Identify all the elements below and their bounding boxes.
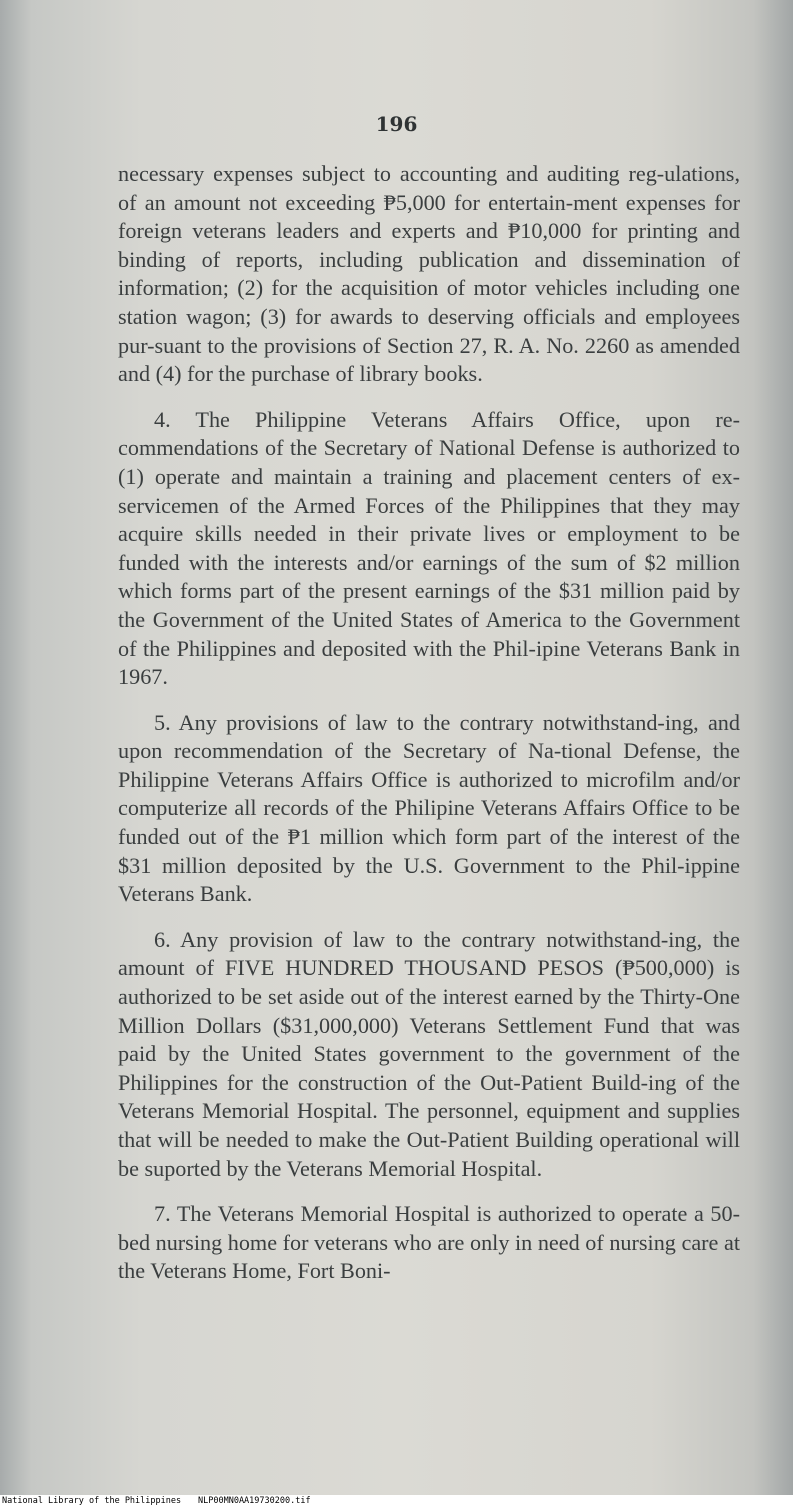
body-text: [118, 160, 740, 1303]
paragraph-continuation: necessary expenses subject to accounting and auditing reg-ulations, of an amount not exceeding ₱5,000 for entertain-ment expenses for foreign veterans leaders and experts and ₱10,000 for printing and binding of reports, including publication and dissemination of information; (2) for the acquisition of motor vehicles including one station wagon; (3) for awards to deserving officials and employees pur-suant to the provisions of Section 27, R. A. No. 2260 as amended and (4) for the purchase of library books.: [118, 161, 740, 387]
page-number: 196: [375, 112, 418, 136]
footer-file-name: NLP00MN0AA19730200.tif: [198, 1496, 311, 1506]
paragraph-item-4: 4. The Philippine Veterans Affairs Office, upon re-commendations of the Secretary of National Defense is authorized to (1) operate and maintain a training and placement centers of ex-servicemen of the Armed Forces of the Philippines that they may acquire skills needed in their private lives or employment to be funded with the interests and/or earnings of the sum of $2 million which forms part of the present earnings of the $31 million paid by the Government of the United States of America to the Government of the Philippines and deposited with the Phil-ipine Veterans Bank in 1967.: [118, 406, 740, 690]
paragraph-item-7: 7. The Veterans Memorial Hospital is authorized to operate a 50-bed nursing home for veterans who are only in need of nursing care at the Veterans Home, Fort Boni-: [118, 1201, 740, 1284]
scan-footer: [0, 1495, 793, 1508]
footer-library-name: National Library of the Philippines: [2, 1496, 182, 1506]
paragraph-item-6: 6. Any provision of law to the contrary notwithstand-ing, the amount of FIVE HUNDRED THOUSAND PESOS (₱500,000) is authorized to be set aside out of the interest earned by the Thirty-One Million Dollars ($31,000,000) Veterans Settlement Fund that was paid by the United States government to the government of the Philippines for the construction of the Out-Patient Build-ing of the Veterans Memorial Hospital. The personnel, equipment and supplies that will be needed to make the Out-Patient Building operational will be suported by the Veterans Memorial Hospital.: [118, 926, 740, 1181]
paragraph-item-5: 5. Any provisions of law to the contrary notwithstand-ing, and upon recommendation of the Secretary of Na-tional Defense, the Philippine Veterans Affairs Office is authorized to microfilm and/or computerize all records of the Philipine Veterans Affairs Office to be funded out of the ₱1 million which form part of the interest of the $31 million deposited by the U.S. Government to the Phil-ippine Veterans Bank.: [118, 709, 740, 907]
